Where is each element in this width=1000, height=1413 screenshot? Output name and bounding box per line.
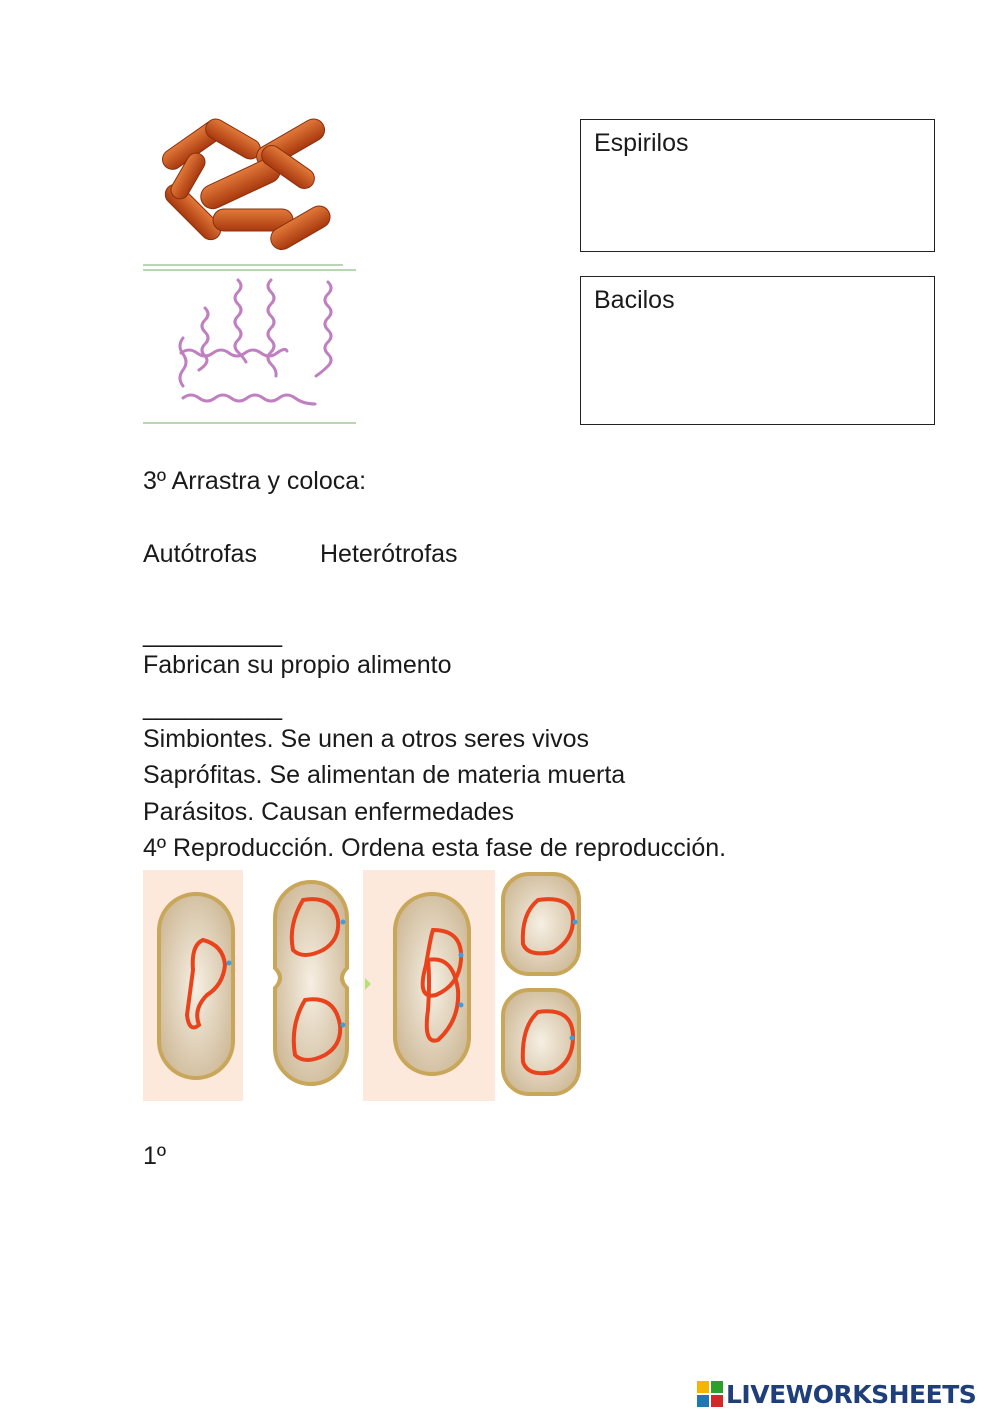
bacilos-drop-box[interactable] [580, 276, 935, 425]
line-saprofitas: Saprófitas. Se alimentan de materia muerta [143, 761, 626, 789]
reproduction-diagram [143, 870, 595, 1101]
espirilos-label: Espirilos [594, 129, 689, 157]
brand-icon [697, 1381, 723, 1407]
section3-title: 3º Arrastra y coloca: [143, 467, 367, 495]
option-heterotrofas[interactable]: Heterótrofas [320, 540, 458, 568]
line-parasitos: Parásitos. Causan enfermedades [143, 798, 515, 826]
espirilos-image [143, 268, 356, 425]
blank-2[interactable]: __________ [143, 693, 283, 721]
option-autotrofas[interactable]: Autótrofas [143, 540, 257, 568]
line-fabrican: Fabrican su propio alimento [143, 651, 452, 679]
liveworksheets-logo [697, 1377, 976, 1411]
bacilos-image [143, 117, 343, 267]
answer-label-1: 1º [143, 1142, 167, 1170]
bacilos-label: Bacilos [594, 286, 675, 314]
espirilos-drop-box[interactable] [580, 119, 935, 252]
section4-title: 4º Reproducción. Ordena esta fase de reproducción. [143, 834, 727, 862]
blank-1[interactable]: __________ [143, 620, 283, 648]
line-simbiontes: Simbiontes. Se unen a otros seres vivos [143, 725, 590, 753]
brand-text: LIVEWORKSHEETS [726, 1379, 977, 1409]
